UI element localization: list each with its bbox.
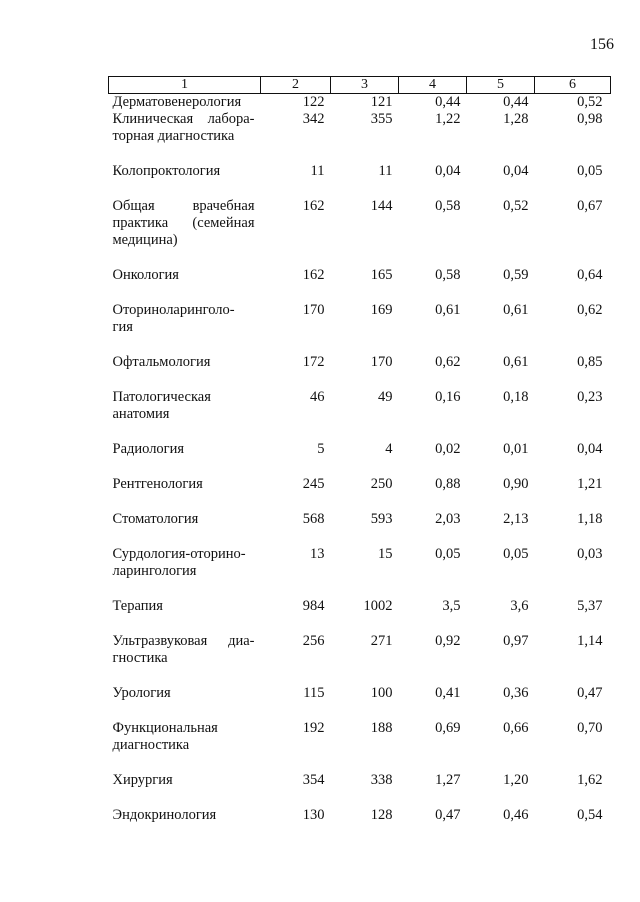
cell-value: 0,46 <box>503 807 529 823</box>
cell-value: 354 <box>302 772 325 788</box>
cell-value: 0,04 <box>577 441 603 457</box>
table-row <box>109 633 611 685</box>
cell-value: 0,92 <box>435 633 461 649</box>
cell-value: 0,04 <box>503 163 529 179</box>
cell-value: 0,23 <box>577 389 603 405</box>
cell-value: 165 <box>370 267 393 283</box>
cell-value: 3,6 <box>510 598 529 614</box>
specialty-name: Офтальмология <box>112 354 211 370</box>
cell-value: 256 <box>302 633 325 649</box>
cell-value: 0,59 <box>503 267 529 283</box>
specialty-table <box>108 76 611 824</box>
cell-value: 338 <box>370 772 393 788</box>
table-row <box>109 198 611 267</box>
cell-value: 0,66 <box>503 720 529 736</box>
cell-value: 0,03 <box>577 546 603 562</box>
table-row <box>109 354 611 389</box>
table-row <box>109 598 611 633</box>
cell-value: 0,58 <box>435 198 461 214</box>
cell-value: 568 <box>302 511 325 527</box>
specialty-name: Терапия <box>112 598 163 614</box>
cell-value: 0,62 <box>577 302 603 318</box>
specialty-name: Патологическая анатомия <box>112 389 211 422</box>
column-header: 3 <box>331 77 399 94</box>
specialty-name: Общая врачебная практика (семейная медицина) <box>112 198 255 248</box>
table-row <box>109 720 611 772</box>
cell-value: 342 <box>302 111 325 127</box>
cell-value: 1,18 <box>577 511 603 527</box>
cell-value: 0,70 <box>577 720 603 736</box>
specialty-name: Онкология <box>112 267 179 283</box>
table-row <box>109 441 611 476</box>
cell-value: 0,36 <box>503 685 529 701</box>
cell-value: 188 <box>370 720 393 736</box>
cell-value: 355 <box>370 111 393 127</box>
specialty-name: Эндокринология <box>112 807 217 823</box>
cell-value: 0,02 <box>435 441 461 457</box>
cell-value: 1,21 <box>577 476 603 492</box>
specialty-name: Дерматовенерология <box>112 94 242 110</box>
cell-value: 0,62 <box>435 354 461 370</box>
cell-value: 115 <box>303 685 325 701</box>
cell-value: 172 <box>302 354 325 370</box>
cell-value: 121 <box>370 94 393 110</box>
cell-value: 3,5 <box>442 598 461 614</box>
table-row <box>109 476 611 511</box>
cell-value: 162 <box>302 198 325 214</box>
table-row <box>109 389 611 441</box>
cell-value: 0,01 <box>503 441 529 457</box>
cell-value: 2,03 <box>435 511 461 527</box>
cell-value: 11 <box>310 163 325 179</box>
cell-value: 0,69 <box>435 720 461 736</box>
table-body <box>109 94 611 825</box>
page-number: 156 <box>590 36 614 53</box>
cell-value: 1,14 <box>577 633 603 649</box>
specialty-name: Радиология <box>112 441 185 457</box>
specialty-name: Оториноларинголо-гия <box>112 302 235 335</box>
cell-value: 192 <box>302 720 325 736</box>
cell-value: 1,27 <box>435 772 461 788</box>
cell-value: 1002 <box>363 598 393 614</box>
cell-value: 0,16 <box>435 389 461 405</box>
cell-value: 169 <box>370 302 393 318</box>
cell-value: 1,22 <box>435 111 461 127</box>
table-row <box>109 807 611 824</box>
cell-value: 0,44 <box>435 94 461 110</box>
cell-value: 0,98 <box>577 111 603 127</box>
column-header: 6 <box>535 77 611 94</box>
specialty-name: Рентгенология <box>112 476 203 492</box>
cell-value: 0,47 <box>435 807 461 823</box>
specialty-name: Хирургия <box>112 772 173 788</box>
cell-value: 1,20 <box>503 772 529 788</box>
table-row <box>109 685 611 720</box>
cell-value: 0,54 <box>577 807 603 823</box>
specialty-name: Стоматология <box>112 511 199 527</box>
cell-value: 122 <box>302 94 325 110</box>
cell-value: 0,52 <box>503 198 529 214</box>
cell-value: 170 <box>302 302 325 318</box>
specialty-name: Ультразвуковая диа-гностика <box>112 633 255 666</box>
table-row <box>109 267 611 302</box>
cell-value: 0,90 <box>503 476 529 492</box>
cell-value: 144 <box>370 198 393 214</box>
cell-value: 984 <box>302 598 325 614</box>
cell-value: 0,05 <box>503 546 529 562</box>
cell-value: 2,13 <box>503 511 529 527</box>
cell-value: 49 <box>378 389 393 405</box>
cell-value: 0,64 <box>577 267 603 283</box>
cell-value: 0,67 <box>577 198 603 214</box>
cell-value: 245 <box>302 476 325 492</box>
cell-value: 5,37 <box>577 598 603 614</box>
column-header: 5 <box>467 77 535 94</box>
cell-value: 0,05 <box>577 163 603 179</box>
cell-value: 271 <box>370 633 393 649</box>
cell-value: 0,61 <box>503 302 529 318</box>
specialty-name: Сурдология-оторино-ларингология <box>112 546 246 579</box>
specialty-name: Урология <box>112 685 171 701</box>
table-row <box>109 772 611 807</box>
column-header: 4 <box>399 77 467 94</box>
cell-value: 593 <box>370 511 393 527</box>
cell-value: 13 <box>310 546 325 562</box>
cell-value: 1,28 <box>503 111 529 127</box>
cell-value: 15 <box>378 546 393 562</box>
cell-value: 0,05 <box>435 546 461 562</box>
cell-value: 128 <box>370 807 393 823</box>
cell-value: 130 <box>302 807 325 823</box>
cell-value: 170 <box>370 354 393 370</box>
table-row <box>109 511 611 546</box>
column-header: 1 <box>109 77 261 94</box>
specialty-name: Колопроктология <box>112 163 221 179</box>
table-row <box>109 111 611 163</box>
cell-value: 0,47 <box>577 685 603 701</box>
specialty-name: Клиническая лабора-торная диагностика <box>112 111 255 144</box>
cell-value: 162 <box>302 267 325 283</box>
cell-value: 5 <box>317 441 325 457</box>
cell-value: 0,04 <box>435 163 461 179</box>
cell-value: 1,62 <box>577 772 603 788</box>
cell-value: 0,61 <box>503 354 529 370</box>
cell-value: 100 <box>370 685 393 701</box>
cell-value: 0,88 <box>435 476 461 492</box>
table-header-row <box>109 77 611 94</box>
table-row <box>109 163 611 198</box>
cell-value: 46 <box>310 389 325 405</box>
cell-value: 11 <box>378 163 393 179</box>
table-row <box>109 302 611 354</box>
cell-value: 0,18 <box>503 389 529 405</box>
cell-value: 0,85 <box>577 354 603 370</box>
cell-value: 0,52 <box>577 94 603 110</box>
column-header: 2 <box>261 77 331 94</box>
cell-value: 0,58 <box>435 267 461 283</box>
cell-value: 250 <box>370 476 393 492</box>
cell-value: 0,61 <box>435 302 461 318</box>
cell-value: 4 <box>385 441 393 457</box>
table-row <box>109 546 611 598</box>
table-row <box>109 94 611 112</box>
specialty-name: Функциональная диагностика <box>112 720 218 753</box>
cell-value: 0,44 <box>503 94 529 110</box>
cell-value: 0,41 <box>435 685 461 701</box>
cell-value: 0,97 <box>503 633 529 649</box>
